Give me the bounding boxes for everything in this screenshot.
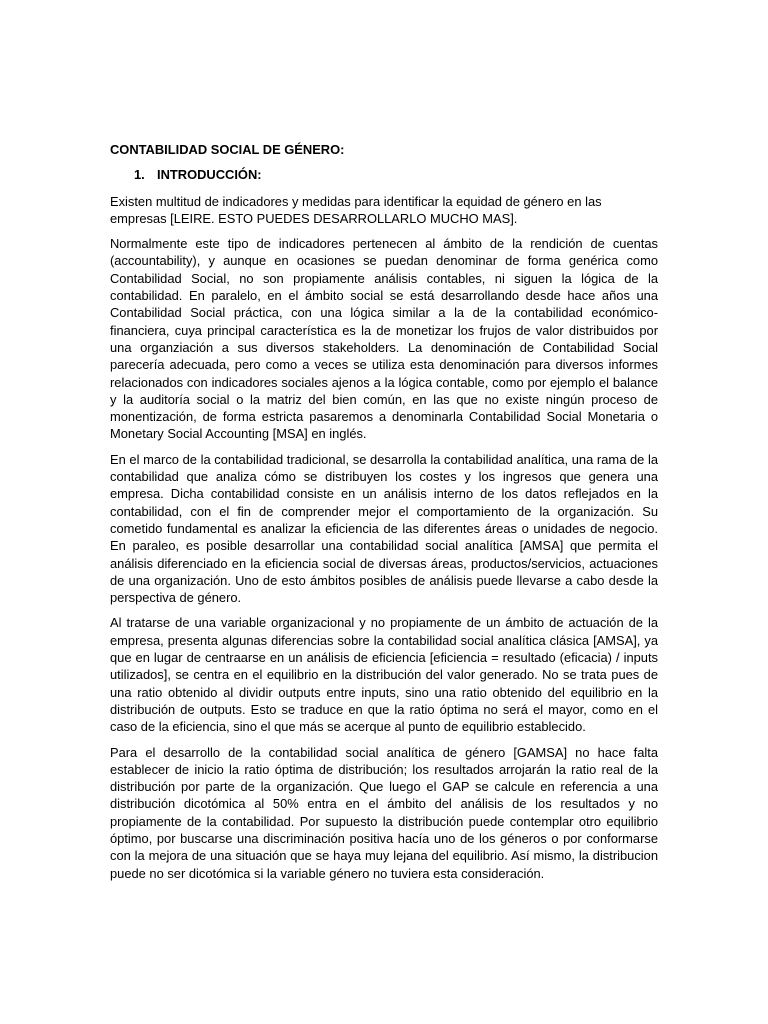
paragraph-2: Normalmente este tipo de indicadores pertenecen al ámbito de la rendición de cuentas (accountability), y aunque en ocasiones se puedan denominar de forma genérica como Contabilidad Social, no son propiamente análisis contables, ni siguen la lógica de la contabilidad. En paralelo, en el ámbito social se está desarrollando desde hace años una Contabilidad Social práctica, con una lógica similar a la de la contabilidad económico-financiera, cuya principal característica es la de monetizar los frujos de valor distribuidos por una organziación a sus diversos stakeholders. La denominación de Contabilidad Social parecería adecuada, pero como a veces se utiliza esta denominación para diversos informes relacionados con indicadores sociales ajenos a la lógica contable, como por ejemplo el balance y la auditoría social o la matriz del bien común, en las que no existe ningún proceso de monentización, de forma estricta pasaremos a denominarla Contabilidad Social Monetaria o Monetary Social Accounting [MSA] en inglés.: [110, 236, 658, 442]
paragraph-1: Existen multitud de indicadores y medidas para identificar la equidad de género en las empresas [LEIRE. ESTO PUEDES DESARROLLARLO MUCHO MAS].: [110, 193, 602, 226]
paragraph-4: Al tratarse de una variable organizacional y no propiamente de un ámbito de actuación de la empresa, presenta algunas diferencias sobre la contabilidad social analítica clásica [AMSA], ya que en lugar de centraarse en un análisis de eficiencia [eficiencia = resultado (eficacia) / inputs utilizados], se centra en el equilibrio en la distribución del valor generado. No se trata pues de una ratio obtenido al dividir outputs entre inputs, sino una ratio obtenido del equilibrio en la distribución de outputs. Esto se traduce en que la ratio óptima no será el mayor, como en el caso de la eficiencia, sino el que más se acerque al punto de equilibrio establecido.: [110, 615, 658, 735]
document-body: [110, 141, 658, 890]
section-heading: [110, 166, 658, 183]
section-title: INTRODUCCIÓN:: [157, 167, 262, 183]
document-title: CONTABILIDAD SOCIAL DE GÉNERO:: [110, 142, 345, 157]
section-number: 1.: [134, 167, 145, 183]
paragraph-5: Para el desarrollo de la contabilidad social analítica de género [GAMSA] no hace falta establecer de inicio la ratio óptima de distribución; los resultados arrojarán la ratio real de la distribución por parte de la organización. Que luego el GAP se calcule en referencia a una distribución dicotómica al 50% entra en el ámbito del análisis de los resultados y no propiamente de la contabilidad. Por supuesto la distribución puede contemplar otro equilibrio óptimo, por buscarse una discriminación positiva hacía uno de los géneros o por conformarse con la mejora de una situación que se haya muy lejana del equilibrio. Así mismo, la distribucion puede no ser dicotómica si la variable género no tuviera esta consideración.: [110, 744, 658, 881]
paragraph-3: En el marco de la contabilidad tradicional, se desarrolla la contabilidad analítica, una rama de la contabilidad que analiza cómo se distribuyen los costes y los ingresos que genera una empresa. Dicha contabilidad consiste en un análisis interno de los datos reflejados en la contabilidad, con el fin de comprender mejor el comportamiento de la organización. Su cometido fundamental es analizar la eficiencia de las diferentes áreas o unidades de negocio. En paraleo, es posible desarrollar una contabilidad social analítica [AMSA] que permita el análisis diferenciado en la eficiencia social de diversas áreas, productos/servicios, actuaciones de una organización. Uno de esto ámbitos posibles de análisis puede llevarse a cabo desde la perspectiva de género.: [110, 451, 658, 606]
